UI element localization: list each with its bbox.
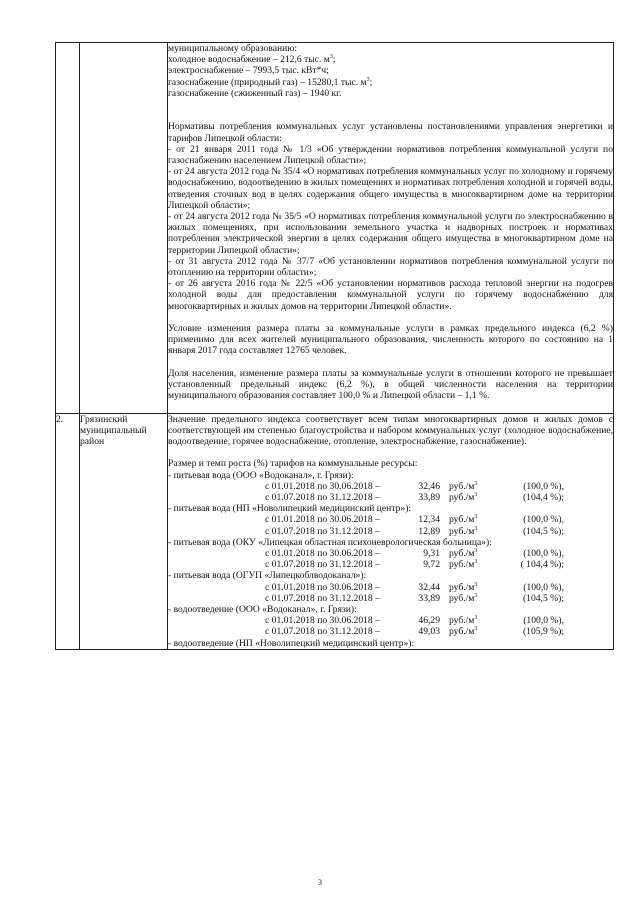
tariff-group-title: - питьевая вода (НП «Новолипецкий медицинский центр»): [168, 503, 412, 515]
rate-row: с 01.01.2018 по 30.06.2018 – 32,46 $руб./м^3$ (100,0 %), [265, 480, 564, 492]
norms-intro: Нормативы потребления коммунальных услуг установлены постановлениями управления энергетики и тарифов Липецкой области: [168, 121, 613, 144]
content-cell [168, 43, 614, 414]
rate-row: с 01.01.2018 по 30.06.2018 – 46,29 $руб./м^3$ (100,0 %), [265, 615, 564, 627]
condition-paragraph: Условие изменения размера платы за коммунальные услуги в рамках предельного индекса (6,2 %) применимо для всех жителей муниципального образования, численность которого по состоянию на 1 января 2017 года составляет 12765 человек. [168, 323, 613, 357]
norm-item: - от 26 августа 2016 года № 22/5 «Об установлении нормативов расхода тепловой энергии на подогрев холодной воды для предоставления коммунальной услуги по горячему водоснабжению для многоквартирных и жилых домов на территории Липецкой области». [168, 278, 613, 312]
tariffs-intro: Размер и темп роста (%) тарифов на коммунальные ресурсы: [168, 458, 418, 470]
liquefied-gas-volume: газоснабжение (сжиженный газ) – 1940 кг. [168, 87, 342, 99]
cold-water-volume: холодное водоснабжение – 212,6 тыс. $м^3$; [168, 54, 336, 66]
region-name: Грязинский муниципальный район [80, 413, 168, 649]
norm-item: - от 24 августа 2012 года № 35/5 «О нормативах потребления коммунальной услуги по электроснабжению в жилых помещениях, при использовании земельного участка и надворных построек и нормативах потребления электрической энергии в целях содержания общего имущества в многоквартирном доме на территории Липецкой области»; [168, 211, 613, 256]
index-paragraph: Значение предельного индекса соответствует всем типам многоквартирных домов и жилых домов с соответствующей им степенью благоустройства и набором коммунальных услуг (холодное водоснабжение, водоотведение, горячее водоснабжение, отопление, электроснабжение, газоснабжение). [168, 413, 613, 448]
table-row [56, 413, 614, 649]
region-cell [80, 43, 168, 414]
table-row [56, 43, 614, 414]
rate-row: с 01.07.2018 по 31.12.2018 – 12,89 $руб./м^3$ (104,5 %); [265, 525, 564, 537]
page-number: 3 [318, 878, 322, 887]
tariff-group-title: - водоотведение (ООО «Водоканал», г. Грязи): [168, 604, 357, 616]
tariff-group-title: - питьевая вода (ООО «Водоканал», г. Грязи): [168, 469, 354, 481]
tariff-group-title: - питьевая вода (ОГУП «Липецкоблводоканал»): [168, 570, 367, 582]
tariff-group-title: - водоотведение (НП «Новолипецкий медицинский центр»): [168, 637, 415, 649]
rate-row: с 01.07.2018 по 31.12.2018 – 33,89 $руб./м^3$ (104,4 %); [265, 492, 564, 504]
rate-row: с 01.01.2018 по 30.06.2018 – 32,44 $руб./м^3$ (100,0 %), [265, 581, 564, 593]
norm-item: - от 21 января 2011 года № 1/3 «Об утверждении нормативов потребления коммунальной услуги по газоснабжению населением Липецкой области»; [168, 143, 613, 166]
row-number: 2. [56, 413, 80, 649]
rate-row: с 01.01.2018 по 30.06.2018 – 9,31 $руб./м^3$ (100,0 %), [265, 548, 564, 560]
document-table [55, 42, 614, 650]
norm-item: - от 24 августа 2012 года № 35/4 «О нормативах потребления коммунальных услуг по холодному и горячему водоснабжению, водоотведению в жилых помещениях и нормативах потребления холодной и горячей воды, отведения сточных вод в целях содержания общего имущества в многоквартирном доме на территории Липецкой области»; [168, 166, 613, 211]
population-share-paragraph: Доля населения, изменение размера платы за коммунальные услуги в отношении которого не превышает установленный предельный индекс (6,2 %), в общей численности населения на территории муниципального образования составляет 100,0 % и Липецкой области – 1,1 %. [168, 367, 613, 402]
tariff-group-title: - питьевая вода (ОКУ «Липецкая областная психоневрологическая больница»): [168, 536, 492, 548]
volumes-intro: муниципальному образованию: [168, 43, 298, 54]
natural-gas-volume: газоснабжение (природный газ) – 15280,1 тыс. $м^3$; [168, 76, 373, 88]
content-cell [168, 413, 614, 649]
rate-row: с 01.07.2018 по 31.12.2018 – 49,03 $руб./м^3$ (105,9 %); [265, 626, 564, 638]
rate-row: с 01.07.2018 по 31.12.2018 – 33,89 $руб./м^3$ (104,5 %); [265, 592, 564, 604]
electricity-volume: электроснабжение – 7993,5 тыс. кВт*ч; [168, 65, 329, 77]
rate-row: с 01.07.2018 по 31.12.2018 – 9,72 $руб./м^3$ ( 104,4 %); [265, 559, 564, 571]
rate-row: с 01.01.2018 по 30.06.2018 – 12,34 $руб./м^3$ (100,0 %), [265, 514, 564, 526]
norm-item: - от 31 августа 2012 года № 37/7 «Об установлении нормативов потребления коммунальной услуги по отоплению на территории области»; [168, 255, 613, 279]
row-number-cell [56, 43, 80, 414]
